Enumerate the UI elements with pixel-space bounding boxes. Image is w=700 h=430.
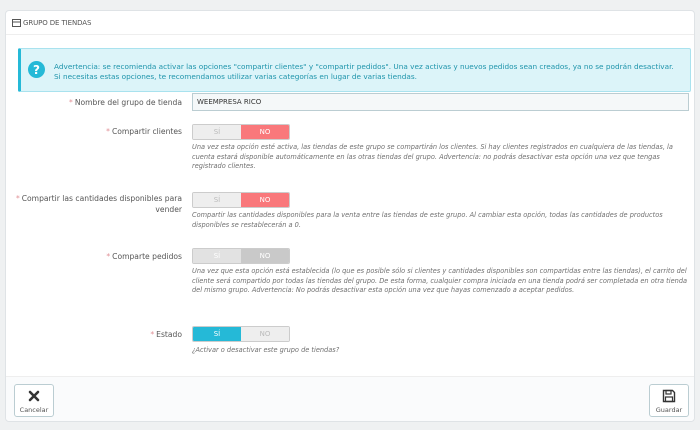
share-customers-yes[interactable]: SÍ [193, 125, 241, 139]
status-label: * Estado [150, 330, 182, 339]
status-no[interactable]: NO [241, 327, 289, 341]
share-orders-switch [192, 248, 290, 264]
share-orders-no: NO [241, 249, 289, 263]
share-customers-no[interactable]: NO [241, 125, 289, 139]
panel-title: GRUPO DE TIENDAS [23, 18, 92, 27]
share-orders-yes: SÍ [193, 249, 241, 263]
shop-group-panel [5, 10, 695, 422]
share-stock-label: * Compartir las cantidades disponibles para vender [15, 194, 182, 214]
share-stock-yes[interactable]: SÍ [193, 193, 241, 207]
status-yes[interactable]: SÍ [193, 327, 241, 341]
close-icon [28, 388, 40, 404]
save-label: Guardar [655, 405, 683, 414]
share-orders-label: * Comparte pedidos [106, 252, 182, 261]
status-switch[interactable] [192, 326, 290, 342]
name-label: * Nombre del grupo de tienda [69, 98, 182, 107]
question-icon: ? [28, 61, 45, 78]
shop-group-name-input[interactable]: WEEMPRESA RICO [192, 93, 689, 111]
status-help: ¿Activar o desactivar este grupo de tiendas? [192, 346, 340, 354]
warning-alert [18, 48, 691, 92]
alert-text: Advertencia: se recomienda activar las opciones "compartir clientes" y "compartir pedidos". Una vez activas y nuevos pedidos sean creados, ya no se podrán desactivar. Si necesitas estas opciones, te recomendamos utilizar varias categorías en lugar de varias tiendas. [54, 62, 674, 81]
share-stock-help: Compartir las cantidades disponibles para la venta entre las tiendas de este grupo. Al cambiar esta opción, todas las cantidades de productos disponibles se restablecerán a 0. [192, 211, 663, 229]
save-icon [662, 388, 676, 404]
share-stock-no[interactable]: NO [241, 193, 289, 207]
save-button[interactable] [649, 384, 689, 417]
share-customers-help: Una vez esta opción esté activa, las tiendas de este grupo se compartirán los clientes. Si hay clientes registrados en cualquiera de las tiendas, la cuenta estará disponible automáticamente en las otras tiendas del grupo. Advertencia: no podrás desactivar esta opción una vez que tengas registrado clientes. [192, 143, 673, 170]
panel-footer [6, 376, 694, 421]
shop-group-icon [12, 19, 21, 27]
share-orders-help: Una vez que esta opción está establecida (lo que es posible sólo si clientes y cantidades disponibles son compartidas entre las tiendas), el carrito del cliente será compartido por todas las tiendas del grupo. De esta forma, cualquier compra iniciada en una tienda podrá ser completada en otra tienda del mismo grupo. Advertencia: No podrás desactivar esta opción una vez que hayas comenzado a aceptar pedidos. [192, 267, 688, 294]
share-customers-label: * Compartir clientes [106, 127, 182, 136]
share-stock-switch[interactable] [192, 192, 290, 208]
share-customers-switch[interactable] [192, 124, 290, 140]
panel-heading [6, 11, 694, 35]
cancel-button[interactable] [14, 384, 54, 417]
cancel-label: Cancelar [19, 405, 49, 414]
